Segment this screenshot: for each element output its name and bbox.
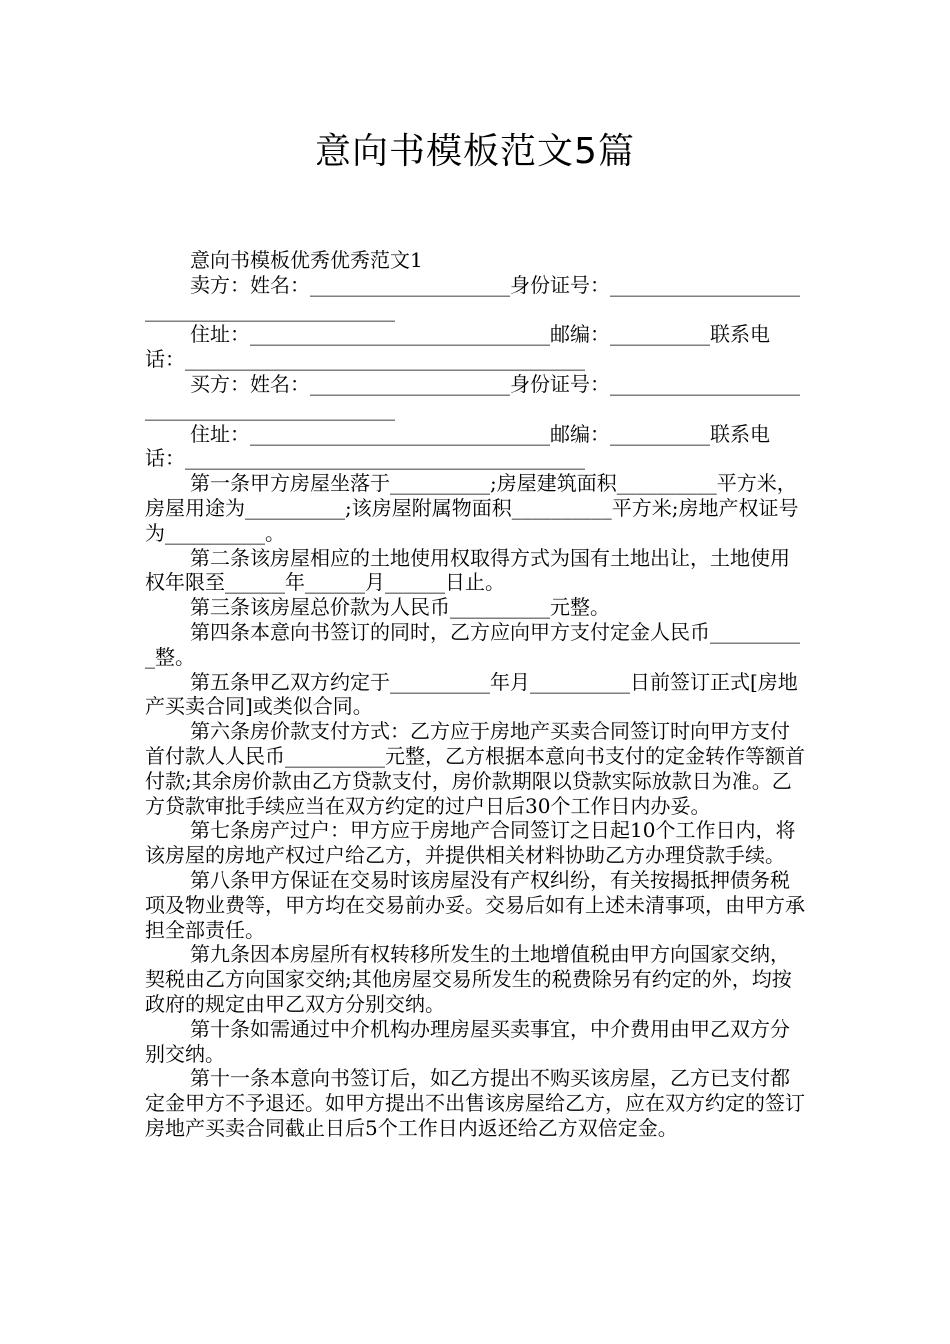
seller-name-line: 卖方：姓名：____________________身份证号：____________________________________________ [145,272,800,322]
buyer-address-line: 住址：______________________________邮编：__________联系电话：________________________________________ [145,421,770,471]
buyer-name-line: 买方：姓名：____________________身份证号：____________________________________________ [145,371,800,421]
clause-2: 第二条该房屋相应的土地使用权取得方式为国有土地出让，土地使用权年限至______年______月______日止。 [145,545,790,595]
document-body [145,248,807,1141]
clause-10: 第十条如需通过中介机构办理房屋买卖事宜，中介费用由甲乙双方分别交纳。 [145,1016,790,1066]
clause-7: 第七条房产过户：甲方应于房地产合同签订之日起10个工作日内，将该房屋的房地产权过户给乙方，并提供相关材料协助乙方办理贷款手续。 [145,818,796,868]
document-title: 意向书模板范文5篇 [315,131,635,172]
section-heading: 意向书模板优秀优秀范文1 [190,248,423,272]
seller-address-line: 住址：______________________________邮编：__________联系电话：________________________________________ [145,322,770,372]
clause-8: 第八条甲方保证在交易时该房屋没有产权纠纷，有关按揭抵押债务税项及物业费等，甲方均在交易前办妥。交易后如有上述未清事项，由甲方承担全部责任。 [145,867,805,942]
clause-1: 第一条甲方房屋坐落于__________;房屋建筑面积__________平方米，房屋用途为__________;该房屋附属物面积__________平方米;房地产权证号为__________。 [145,471,799,545]
clause-9: 第九条因本房屋所有权转移所发生的土地增值税由甲方向国家交纳，契税由乙方向国家交纳;其他房屋交易所发生的税费除另有约定的外，均按政府的规定由甲乙双方分别交纳。 [145,942,792,1016]
clause-5: 第五条甲乙双方约定于__________年月__________日前签订正式[房地产买卖合同]或类似合同。 [145,669,798,719]
clause-11: 第十一条本意向书签订后，如乙方提出不购买该房屋，乙方已支付都定金甲方不予退还。如甲方提出不出售该房屋给乙方，应在双方约定的签订房地产买卖合同截止日后5个工作日内返还给乙方双倍定金。 [145,1066,805,1140]
clause-4: 第四条本意向书签订的同时，乙方应向甲方支付定金人民币__________整。 [145,619,800,669]
clause-3: 第三条该房屋总价款为人民币__________元整。 [190,595,610,620]
clause-6: 第六条房价款支付方式：乙方应于房地产买卖合同签订时向甲方支付首付款人人民币__________元整，乙方根据本意向书支付的定金转作等额首付款;其余房价款由乙方贷款支付，房价款期限以贷款实际放款日为准。乙方贷款审批手续应当在双方约定的过户日后30个工作日内办妥。 [145,719,805,818]
